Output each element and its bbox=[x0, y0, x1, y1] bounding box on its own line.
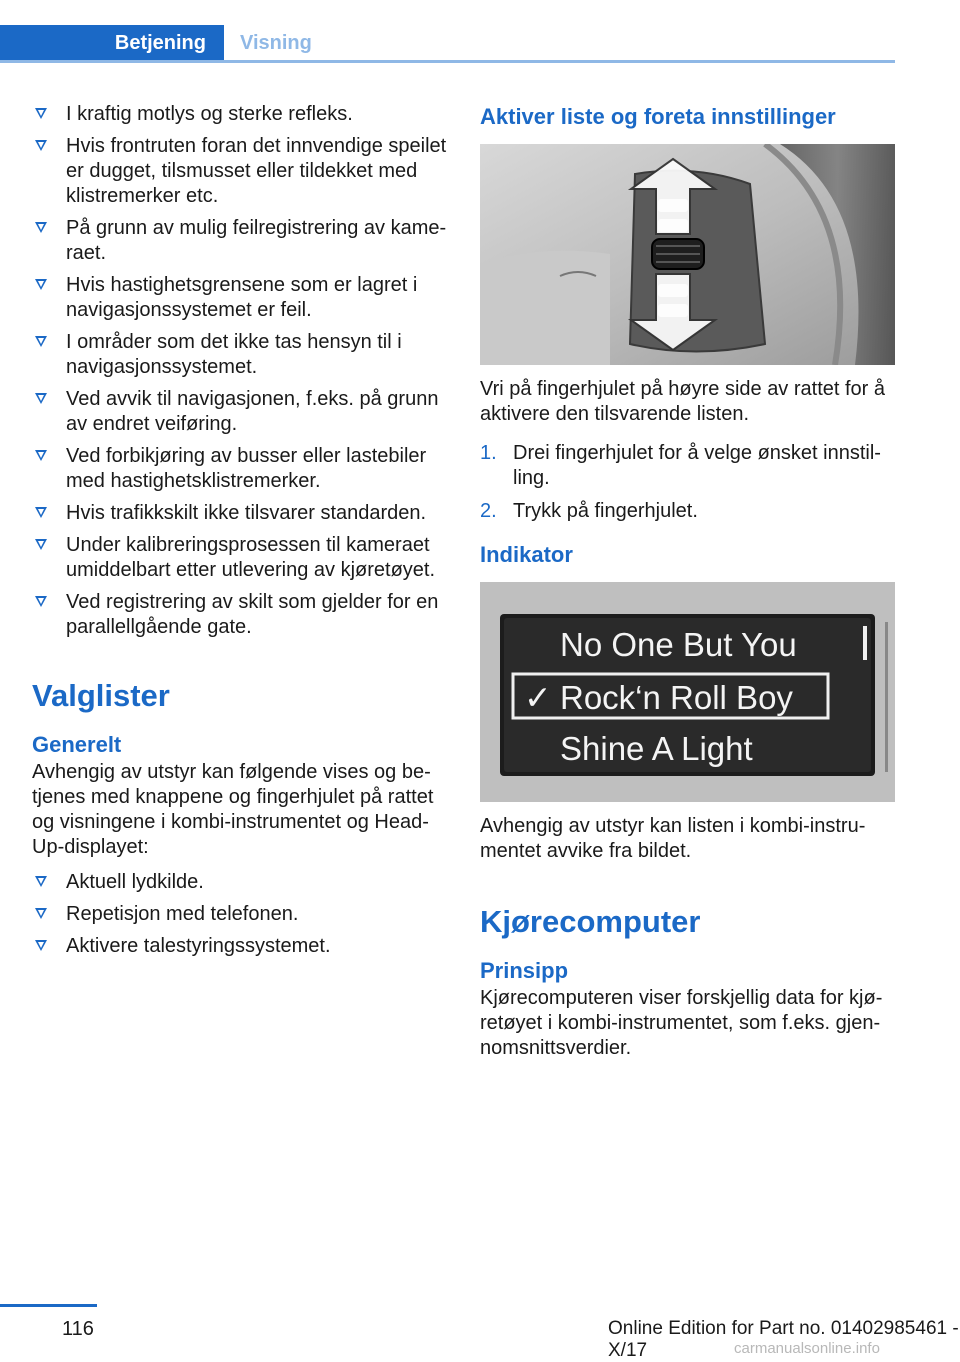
page-number: 116 bbox=[62, 1318, 94, 1340]
list-item: Hvis frontruten foran det innvendige speilet er dugget, tilsmusset eller tildekket med klistremerker etc. bbox=[32, 134, 450, 209]
triangle-bullet-icon bbox=[35, 222, 47, 233]
list-item: Ved avvik til navigasjonen, f.eks. på grunn av endret veiføring. bbox=[32, 387, 450, 437]
triangle-bullet-icon bbox=[35, 940, 47, 951]
limitations-list bbox=[32, 102, 450, 640]
triangle-bullet-icon bbox=[35, 507, 47, 518]
edition-text: Online Edition for Part no. 01402985461 - X/17 bbox=[608, 1318, 959, 1361]
list-item: Ved registrering av skilt som gjelder for en parallellgående gate. bbox=[32, 590, 450, 640]
figure2-caption: Avhengig av utstyr kan listen i kombi-instrumentet avvike fra bildet. bbox=[480, 815, 866, 862]
triangle-bullet-icon bbox=[35, 108, 47, 119]
selection-list bbox=[32, 870, 450, 959]
triangle-bullet-icon bbox=[35, 539, 47, 550]
list-item: Ved forbikjøring av busser eller lastebiler med hastighetsklistremerker. bbox=[32, 444, 450, 494]
list-item: Repetisjon med telefonen. bbox=[32, 902, 450, 927]
tab-betjening[interactable]: Betjening bbox=[0, 25, 224, 62]
display-figure bbox=[480, 582, 895, 802]
section-title-kjorecomputer: Kjørecomputer bbox=[480, 904, 701, 939]
title-activate-list: Aktiver liste og foreta innstillinger bbox=[480, 104, 836, 129]
triangle-bullet-icon bbox=[35, 140, 47, 151]
steps-list bbox=[480, 441, 895, 524]
title-indikator: Indikator bbox=[480, 542, 573, 567]
display-item-2: Rock‘n Roll Boy bbox=[560, 679, 793, 716]
page-header bbox=[0, 0, 895, 62]
step-number: 1. bbox=[480, 442, 497, 464]
tab-visning[interactable]: Visning bbox=[240, 32, 312, 54]
triangle-bullet-icon bbox=[35, 876, 47, 887]
subsection-title-generelt: Generelt bbox=[32, 732, 122, 757]
triangle-bullet-icon bbox=[35, 596, 47, 607]
list-item: I områder som det ikke tas hensyn til i navigasjonssystemet. bbox=[32, 330, 450, 380]
list-item: Hvis hastighetsgrensene som er lagret i navigasjonssystemet er feil. bbox=[32, 273, 450, 323]
header-rule bbox=[0, 60, 895, 63]
triangle-bullet-icon bbox=[35, 279, 47, 290]
figure1-caption: Vri på fingerhjulet på høyre side av rattet for å aktivere den tilsvarende listen. bbox=[480, 378, 886, 425]
steering-wheel-figure bbox=[480, 144, 895, 365]
prinsipp-paragraph: Kjørecomputeren viser forskjellig data for kjøretøyet i kombi-instrumentet, som f.eks. gjennomsnittsverdier. bbox=[480, 987, 883, 1059]
intro-paragraph: Avhengig av utstyr kan følgende vises og betjenes med knappene og fingerhjulet på rattet og visningene i kombi-instrumentet og Head-Up-displayet: bbox=[32, 761, 434, 858]
watermark: carmanualsonline.info bbox=[734, 1340, 880, 1357]
display-item-3: Shine A Light bbox=[560, 730, 753, 767]
triangle-bullet-icon bbox=[35, 908, 47, 919]
footer-rule bbox=[0, 1304, 97, 1307]
step-number: 2. bbox=[480, 500, 497, 522]
right-column bbox=[480, 102, 895, 1061]
list-item: Aktivere talestyringssystemet. bbox=[32, 934, 450, 959]
check-icon: ✓ bbox=[524, 679, 552, 716]
list-item: Aktuell lydkilde. bbox=[32, 870, 450, 895]
display-item-1: No One But You bbox=[560, 626, 797, 663]
list-item: I kraftig motlys og sterke refleks. bbox=[32, 102, 450, 127]
triangle-bullet-icon bbox=[35, 450, 47, 461]
section-title-valglister: Valglister bbox=[32, 678, 170, 713]
list-item: Under kalibreringsprosessen til kameraet umiddelbart etter utlevering av kjøretøyet. bbox=[32, 533, 450, 583]
list-item: Hvis trafikkskilt ikke tilsvarer standarden. bbox=[32, 501, 450, 526]
triangle-bullet-icon bbox=[35, 393, 47, 404]
left-column bbox=[32, 102, 450, 966]
subsection-title-prinsipp: Prinsipp bbox=[480, 958, 569, 983]
list-item: På grunn av mulig feilregistrering av kameraet. bbox=[32, 216, 450, 266]
list-item: 2. Trykk på fingerhjulet. bbox=[480, 500, 698, 522]
list-item: 1. Drei fingerhjulet for å velge ønsket innstilling. bbox=[480, 442, 881, 489]
triangle-bullet-icon bbox=[35, 336, 47, 347]
